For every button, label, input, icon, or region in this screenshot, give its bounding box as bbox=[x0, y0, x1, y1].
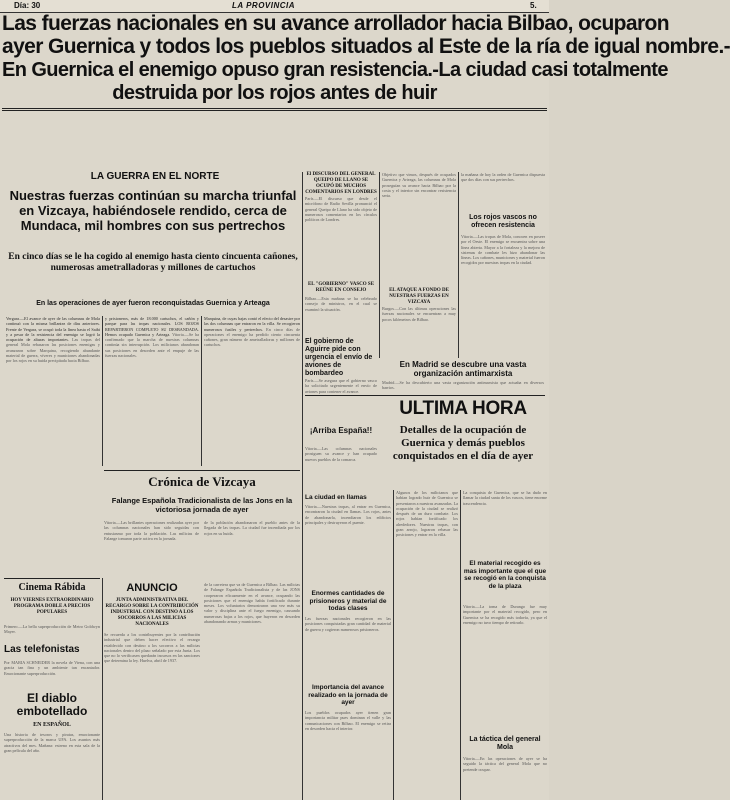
middle-column-text-2: Bilbao.—Esta mañana se ha celebrado consejo de ministros, en el cual se examinó la situación. bbox=[305, 296, 377, 312]
tactica-title: La táctica del general Mola bbox=[469, 736, 541, 751]
cronica-column-2: de la población abandonaron el pueblo antes de la llegada de las tropas. La ciudad fue incendiada por los rojos en su huida. bbox=[204, 520, 300, 536]
consejo-subhead: EL "GOBIERNO" VASCO SE REÚNE EN CONSEJO bbox=[307, 282, 375, 293]
cinema-title: Cinema Rábida bbox=[18, 582, 86, 593]
main-story-title: Nuestras fuerzas continúan su marcha triunfal en Vizcaya, habiéndosele rendido, cerca de Mundaca, mil hombres con sus pertrechos bbox=[9, 188, 297, 233]
telefonistas-title: Las telefonistas bbox=[4, 644, 80, 655]
queipo-subhead: El DISCURSO DEL GENERAL QUEIPO DE LLANO SE OCUPÓ DE MUCHOS COMENTARIOS EN LONDRES bbox=[305, 172, 377, 195]
right-column-text-4: La conquista de Guernica, que se ha dado en llamar la ciudad santa de los vascos, tiene enorme trascendencia. bbox=[463, 490, 547, 506]
column-divider bbox=[393, 490, 394, 800]
headline-line-4: destruida por los rojos antes de huir bbox=[112, 82, 437, 104]
cinema-subtitle: HOY VIERNES EXTRAORDINARIO PROGRAMA DOBLE A PRECIOS POPULARES bbox=[10, 598, 94, 615]
right-column-text-2: Vitoria.—Las tropas de Mola, conocen en poseer por el Oeste. El enemigo se encuentra sobre una línea abierta. Mayor a la fortaleza y la mejora de sistemas de combate les hizo abandonar las líneas. Los cañones, municiones y material fueron recogidos por nuestras tropas en la ciudad. bbox=[461, 234, 545, 266]
madrid-title: En Madrid se descubre una vasta organización antimarxista bbox=[399, 360, 527, 378]
telefonistas-text: Por MARIA SCHNEIDER la novela de Viena, con una gracia tan fina y un ambiente tan encantador. Emocionante superproducción. bbox=[4, 660, 100, 676]
newspaper-name: LA PROVINCIA bbox=[232, 1, 296, 10]
diablo-text: Una historia de tesoros y piratas, emocionante superproducción de la marca UFA. Los asuntos más atractivos del mes. Mañana: estreno en esta sala de la gran película del año. bbox=[4, 732, 100, 753]
anuncio-text: Se recuerda a los contribuyentes por la contribución industrial que deben hacer efectivo el recargo establecido con destino a los socorros a las milicias nacionales dentro del plazo señalado por esta Junta. Los que no lo verificasen quedarán incursos en las sanciones que determina la ley. Huelva, abril de 1937. bbox=[104, 632, 200, 664]
ciudad-text: Vitoria.—Nuestras tropas, al entrar en Guernica, encontraron la ciudad en llamas. Los rojos, antes de abandonarla, incendiaron los edificios principales y destruyeron el puente. bbox=[305, 504, 391, 525]
column-divider bbox=[102, 316, 103, 466]
headline-line-1: Las fuerzas nacionales en su avance arrollador hacia Bilbao, ocuparon bbox=[2, 12, 670, 35]
madrid-text: Madrid.—Se ha descubierto una vasta organización antimarxista que actuaba en diversos barrios. bbox=[382, 380, 544, 391]
rojos-title: Los rojos vascos no ofrecen resistencia bbox=[469, 214, 537, 229]
headline-rule bbox=[2, 108, 547, 109]
column-divider bbox=[102, 578, 103, 800]
diablo-title: El diablo embotellado bbox=[16, 691, 88, 718]
folio-right: 5. bbox=[530, 1, 537, 10]
section-rule bbox=[104, 470, 300, 471]
story-column-3: Marquina, de cuyas bajas contó el efecto del desastre por las dos columnas que entraron en la villa. Se recogieron numerosos fusiles y pertrechos. En cinco días de operaciones el enemigo ha perdido ciento cincuenta cañones, gran número de ametralladoras y millones de cartuchos. bbox=[204, 316, 300, 348]
operations-subhead: En las operaciones de ayer fueron reconquistadas Guernica y Arteaga bbox=[36, 300, 270, 307]
cronica-title: Crónica de Vizcaya bbox=[148, 474, 256, 489]
diablo-subtitle: EN ESPAÑOL bbox=[33, 722, 71, 728]
anuncio-subtitle: JUNTA ADMINISTRATIVA DEL RECARGO SOBRE LA CONTRIBUCIÓN INDUSTRIAL CON DESTINO A LOS SOCORROS A LAS MILICIAS NACIONALES bbox=[105, 598, 199, 627]
enormes-text: Las fuerzas nacionales recogieron en las posiciones conquistadas gran cantidad de material de guerra y cogieron numerosos prisioneros. bbox=[305, 616, 391, 632]
cinema-text: Primero.—La bella superproducción de Metro Goldwyn Mayer. bbox=[4, 624, 100, 635]
right-column-text-3: Algunos de los milicianos que habían logrado huir de Guernica se presentaron a nuestras avanzadas. La ocupación de la ciudad se realizó después de un duro combate. Los rojos habían fortificado los alrededores. Nuestras tropas, con gran arrojo, lograron rebasar las posiciones y entrar en la villa. bbox=[396, 490, 458, 538]
arriba-title: ¡Arriba España!! bbox=[309, 426, 373, 435]
ciudad-title: La ciudad en llamas bbox=[305, 494, 367, 501]
middle-column-text-4: Objetivo que vimos, después de ocupados Guernica y Arteaga, las columnas de Mola proseguían su avance hacia Bilbao por la costa y el interior sin encontrar resistencia seria. bbox=[382, 172, 456, 199]
importancia-text: Los pueblos ocupados ayer tienen gran importancia militar pues dominan el valle y las comunicaciones con Bilbao. El enemigo se retira en desorden hacia el interior. bbox=[305, 710, 391, 731]
ultima-hora-title: ULTIMA HORA bbox=[399, 398, 527, 419]
story-text-3: Marquina, de cuyas bajas contó el efecto del desastre por las dos columnas que entraron en la villa. Se recogieron numerosos fusiles y pertrechos. bbox=[204, 316, 300, 332]
main-story-deck: En cinco días se le ha cogido al enemigo hasta ciento cincuenta cañones, numerosas ametralladoras y millones de cartuchos bbox=[8, 252, 298, 273]
anuncio-title: ANUNCIO bbox=[126, 582, 178, 594]
headline-rule-2 bbox=[2, 110, 547, 111]
cinema-rule bbox=[4, 578, 100, 579]
falange-title: Falange Española Tradicionalista de las Jons en la victoriosa jornada de ayer bbox=[111, 496, 293, 514]
column-divider bbox=[379, 172, 380, 358]
ultima-rule bbox=[305, 395, 545, 396]
material-title: El material recogido es mas importante que el que se recogió en la conquista de la plaza bbox=[463, 560, 547, 590]
story-text-1: Vergara.—El avance de ayer de las columnas de Mola continuó con la misma brillantez de días anteriores. Frente de Vergara, se ocupó toda la línea hasta el Saibi y a pesar de la resistencia del enemigo se logró la ocupación de alturas importantes. bbox=[6, 316, 100, 343]
page-number: Día: 30 bbox=[14, 1, 41, 10]
headline-line-2: ayer Guernica y todos los pueblos situados al Este de la ría de igual nombre.- bbox=[2, 35, 730, 58]
ataque-subhead: EL ATAQUE A FONDO DE NUESTRAS FUERZAS EN VIZCAYA bbox=[389, 288, 449, 305]
enormes-title: Enormes cantidades de prisioneros y material de todas clases bbox=[309, 590, 387, 612]
right-column-text-5: Vitoria.—La toma de Durango fue muy importante por el material recogido, pero en Guernica se ha recogido más todavía, ya que el enemigo no tuvo tiempo de retirarlo. bbox=[463, 604, 547, 625]
column-divider bbox=[201, 316, 202, 466]
story-column-2: y prisioneros, más de 18.000 cartuchos, el cañón y parque para las tropas nacionales. LOS ROJOS REPARTIERON COMPLETO SU DESBANDADA. Hemos ocupado Guernica y Arteaga. Vitoria.—Se ha confirmado que la marcha de nuestras columnas continúa sin interrupción. Los milicianos abandonan sus posiciones en desorden ante el empuje de las fuerzas nacionales. bbox=[105, 316, 199, 359]
column-divider bbox=[302, 172, 303, 800]
column-divider bbox=[458, 172, 459, 358]
middle-column-text-1: París.—El discurso que desde el micrófono de Radio Sevilla pronunció el general Queipo de Llano ha sido objeto de numerosos comentarios en los círculos políticos de Londres. bbox=[305, 196, 377, 223]
headline-line-3: En Guernica el enemigo opuso gran resistencia.-La ciudad casi totalmente bbox=[2, 59, 668, 81]
story-column-1: Vergara.—El avance de ayer de las columnas de Mola continuó con la misma brillantez de días anteriores. Frente de Vergara, se ocupó toda la línea hasta el Saibi y a pesar de la resistencia del enemigo se logró la ocupación de alturas importantes. Las tropas del general Mola rebasaron las posiciones enemigas y avanzaron sobre Marquina, recogiendo abundante material de guerra, víveres y municiones abandonadas por los rojos en su huida precipitada hacia Bilbao. bbox=[6, 316, 100, 364]
right-column-text-6: Vitoria.—En las operaciones de ayer se ha seguido la táctica del general Mola que no pretende ocupar. bbox=[463, 756, 547, 772]
middle-column-text-5: Burgos.—Con las últimas operaciones las fuerzas nacionales se encuentran a muy pocos kilómetros de Bilbao. bbox=[382, 306, 456, 322]
section-title: LA GUERRA EN EL NORTE bbox=[90, 171, 220, 182]
middle-column-text-3: París.—Se asegura que el gobierno vasco ha solicitado urgentemente el envío de aviones para contener el avance. bbox=[305, 378, 377, 394]
story-text-2: y prisioneros, más de 18.000 cartuchos, el cañón y parque para las tropas nacionales. LOS ROJOS REPARTIERON COMPLETO SU DESBANDADA. Hemos ocupado Guernica y Arteaga. bbox=[105, 316, 199, 337]
middle-column-text-6: Vitoria.—Las columnas nacionales prosiguen su avance y han ocupado nuevos pueblos de la comarca. bbox=[305, 446, 377, 462]
right-column-text-1: la mañana de hoy la orden de Guernica dispuesta que dos días con sus pertrechos. bbox=[461, 172, 545, 183]
cronica-column-3: de la carretera que va de Guernica a Bilbao. Las milicias de Falange Española Tradicionalista y de las JONS cooperaron eficazmente en el avance, ocupando las posiciones que el enemigo había fortificado durante meses. Los voluntarios demostraron una vez más su valor y disciplina ante el fuego enemigo, causando numerosas bajas a los rojos, que huyeron en desorden abandonando armas y municiones. bbox=[204, 582, 300, 625]
importancia-title: Importancia del avance realizado en la jornada de ayer bbox=[308, 684, 388, 706]
aguirre-title: El gobierno de Aguirre pide con urgencia el envío de aviones de bombardeo bbox=[305, 338, 373, 377]
ultima-hora-headline: Detalles de la ocupación de Guernica y demás pueblos conquistados en el día de ayer bbox=[392, 424, 534, 462]
cronica-column-1: Vitoria.—Las brillantes operaciones realizadas ayer por las columnas nacionales han sido seguidas con entusiasmo por toda la población. Las milicias de Falange tomaron parte activa en la jornada. bbox=[104, 520, 199, 541]
column-divider bbox=[460, 490, 461, 800]
